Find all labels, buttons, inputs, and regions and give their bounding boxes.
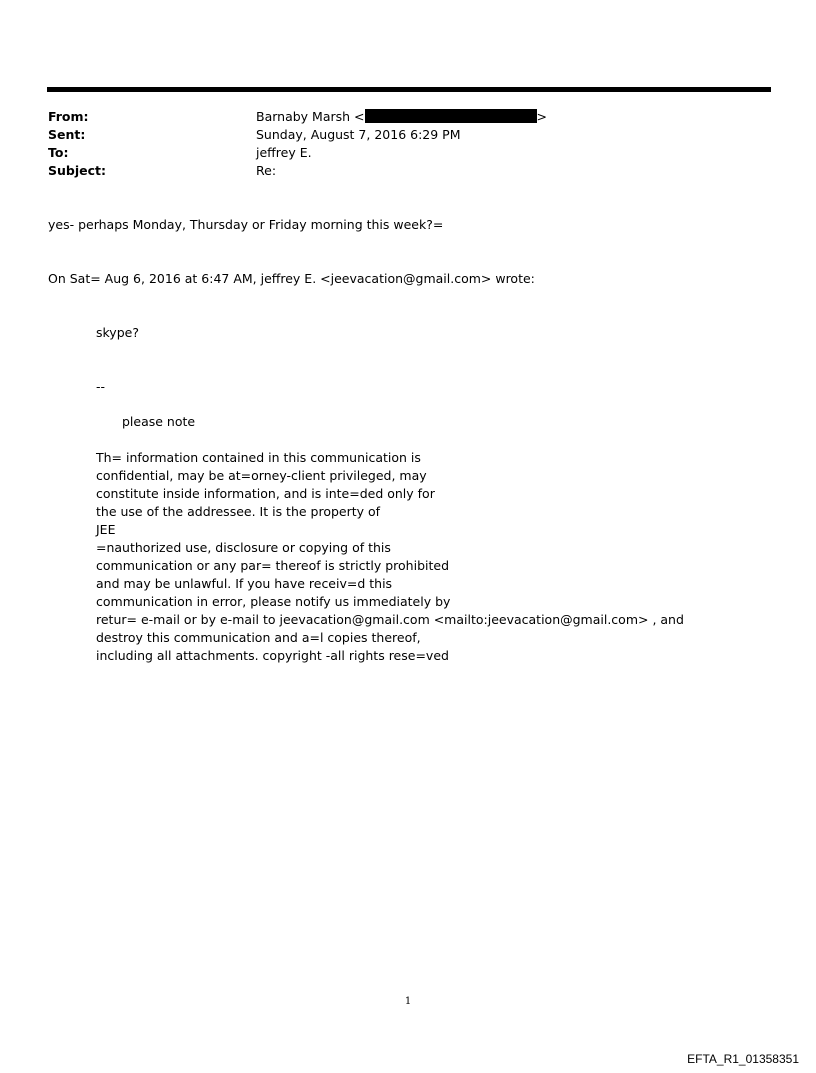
disclaimer-line: Th= information contained in this communication is: [96, 450, 421, 465]
disclaimer-line: confidential, may be at=orney-client privileged, may: [96, 468, 427, 483]
to-label: To:: [48, 145, 69, 160]
disclaimer-line: destroy this communication and a=l copies thereof,: [96, 630, 421, 645]
document-id: EFTA_R1_01358351: [687, 1052, 799, 1066]
sent-label: Sent:: [48, 127, 86, 142]
note-heading: please note: [122, 414, 196, 429]
signature-separator: --: [96, 379, 106, 394]
disclaimer-line: and may be unlawful. If you have receiv=d this: [96, 576, 393, 591]
sent-value: Sunday, August 7, 2016 6:29 PM: [256, 127, 461, 142]
disclaimer-line: communication in error, please notify us immediately by: [96, 594, 451, 609]
header-rule: [47, 87, 771, 92]
disclaimer-line: constitute inside information, and is inte=ded only for: [96, 486, 435, 501]
disclaimer-line: communication or any par= thereof is strictly prohibited: [96, 558, 450, 573]
disclaimer-line: JEE: [96, 522, 116, 537]
from-bracket: >: [536, 109, 547, 124]
email-header: [48, 108, 748, 180]
reply-text: yes- perhaps Monday, Thursday or Friday morning this week?=: [48, 217, 444, 232]
disclaimer-line: including all attachments. copyright -all rights rese=ved: [96, 648, 449, 663]
from-sender: Barnaby Marsh <: [256, 109, 365, 124]
disclaimer-line: =nauthorized use, disclosure or copying of this: [96, 540, 391, 555]
disclaimer-line: the use of the addressee. It is the property of: [96, 504, 381, 519]
subject-row: [48, 162, 748, 180]
subject-value: Re:: [256, 163, 277, 178]
quoted-message: skype?: [96, 325, 139, 340]
from-label: From:: [48, 109, 89, 124]
to-value: jeffrey E.: [256, 145, 312, 160]
subject-label: Subject:: [48, 163, 106, 178]
page-number: 1: [404, 996, 412, 1007]
from-value: [256, 108, 547, 126]
disclaimer: [96, 449, 684, 665]
disclaimer-line: retur= e-mail or by e-mail to jeevacation@gmail.com <mailto:jeevacation@gmail.com> , and: [96, 612, 684, 627]
sent-row: [48, 126, 748, 144]
from-row: [48, 108, 748, 126]
quote-intro: On Sat= Aug 6, 2016 at 6:47 AM, jeffrey E. <jeevacation@gmail.com> wrote:: [48, 271, 535, 286]
to-row: [48, 144, 748, 162]
redaction-block: [365, 109, 537, 123]
